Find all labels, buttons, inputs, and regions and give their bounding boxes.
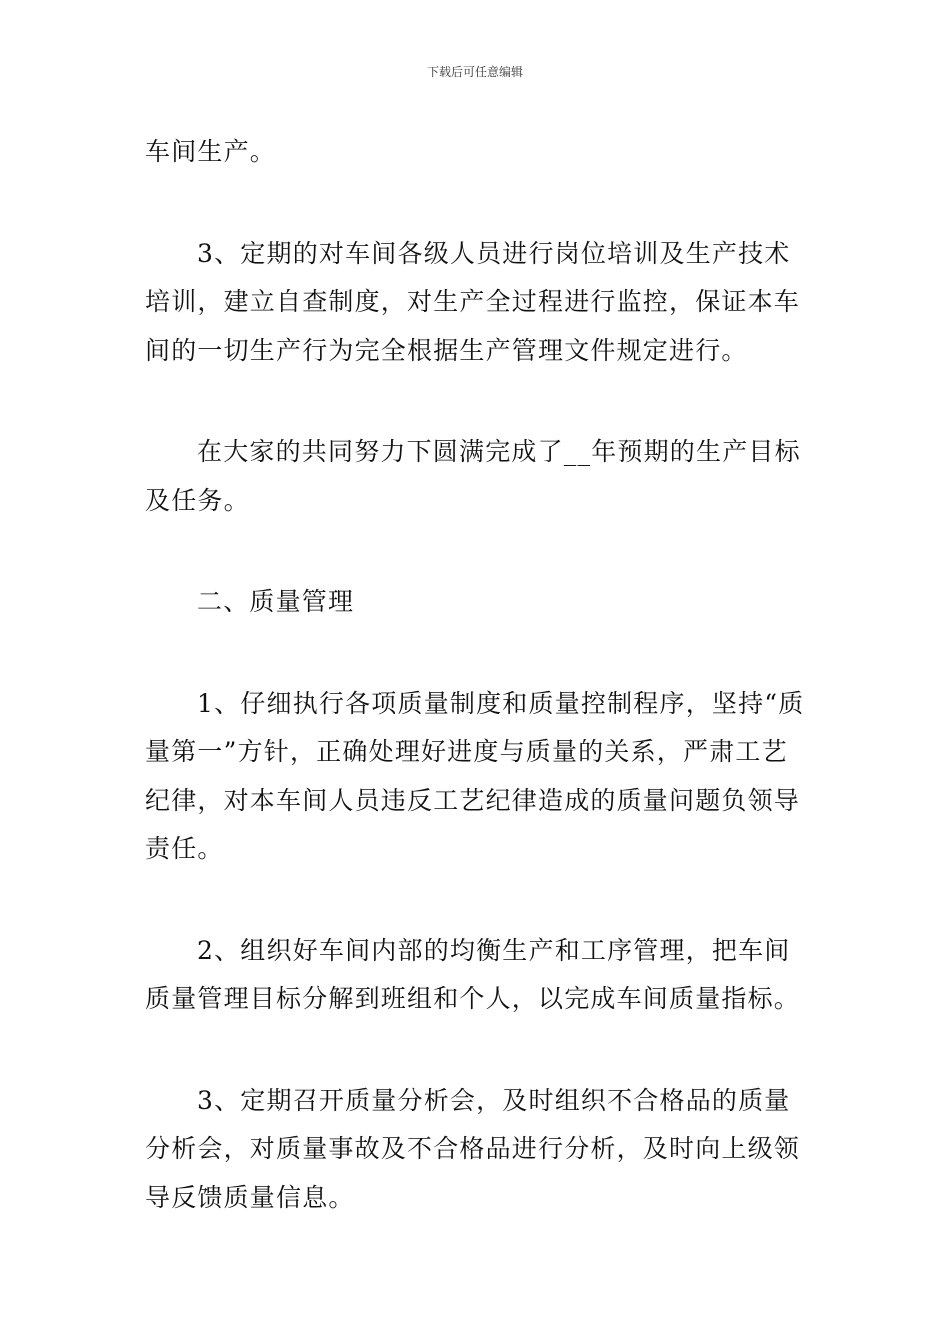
paragraph-quality-system: 1、仔细执行各项质量制度和质量控制程序，坚持“质量第一”方针，正确处理好进度与质量的关系，严肃工艺纪律，对本车间人员违反工艺纪律造成的质量问题负领导责任。 [145,688,805,863]
paragraph-quality-analysis: 3、定期召开质量分析会，及时组织不合格品的质量分析会，对质量事故及不合格品进行分析，及时向上级领导反馈质量信息。 [145,1085,801,1212]
paragraph-goal-completion: 在大家的共同努力下圆满完成了__年预期的生产目标及任务。 [145,437,801,515]
page-header: 下载后可任意编辑 [426,65,523,79]
paragraph-continuation: 车间生产。 [145,137,277,166]
paragraph-balanced-production: 2、组织好车间内部的均衡生产和工序管理，把车间质量管理目标分解到班组和个人，以完成车间质量指标。 [145,935,801,1013]
paragraph-training: 3、定期的对车间各级人员进行岗位培训及生产技术培训，建立自查制度，对生产全过程进行监控，保证本车间的一切生产行为完全根据生产管理文件规定进行。 [145,238,801,365]
section-heading-quality-management: 二、质量管理 [197,587,355,616]
document-body [145,128,809,1275]
